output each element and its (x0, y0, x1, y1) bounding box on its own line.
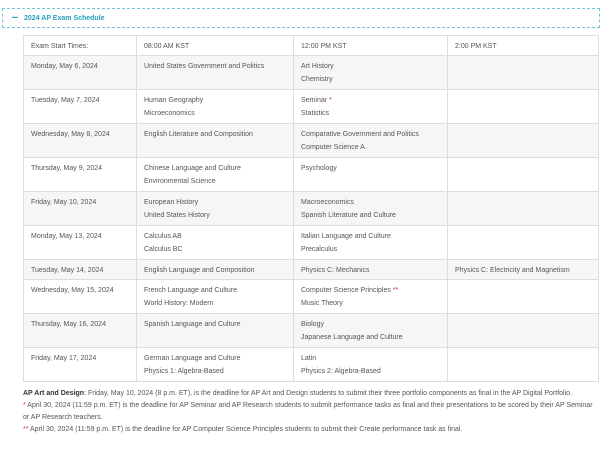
table-row (24, 56, 599, 90)
exam-slot-cell (294, 56, 448, 90)
exam-slot-cell (294, 280, 448, 314)
exam-subject-name: German Language and Culture (144, 355, 241, 362)
exam-subject-name: Statistics (301, 110, 330, 117)
exam-subject (455, 264, 591, 277)
exam-subject-name: Japanese Language and Culture (301, 334, 403, 341)
exam-slot-cell (137, 226, 294, 260)
exam-subject (144, 60, 286, 73)
exam-slot-cell (294, 158, 448, 192)
exam-subject-name: English Literature and Composition (144, 131, 253, 138)
exam-subject-name: Spanish Language and Culture (144, 321, 241, 328)
table-row (24, 260, 599, 280)
exam-date-cell (24, 226, 137, 260)
exam-date-cell (24, 56, 137, 90)
exam-subject (301, 318, 440, 331)
exam-subject (301, 128, 440, 141)
exam-slot-cell (294, 192, 448, 226)
exam-subject-name: Environmental Science (144, 178, 216, 185)
exam-subject-name: Chemistry (301, 76, 333, 83)
exam-subject-name: English Language and Composition (144, 267, 255, 274)
table-row (24, 124, 599, 158)
exam-subject (301, 209, 440, 222)
exam-slot-cell (137, 124, 294, 158)
exam-slot-cell (448, 260, 599, 280)
exam-slot-cell (294, 124, 448, 158)
exam-date-cell (24, 314, 137, 348)
exam-subject (144, 175, 286, 188)
exam-subject (301, 73, 440, 86)
note-csp (23, 424, 593, 436)
header-cell: 08:00 AM KST (137, 36, 294, 56)
exam-subject-name: United States History (144, 212, 210, 219)
exam-slot-cell (294, 90, 448, 124)
exam-date: Friday, May 17, 2024 (31, 355, 97, 362)
exam-subject-name: French Language and Culture (144, 287, 238, 294)
exam-date: Wednesday, May 15, 2024 (31, 287, 114, 294)
exam-slot-cell (294, 348, 448, 382)
exam-subject (144, 94, 286, 107)
exam-slot-cell (448, 192, 599, 226)
exam-slot-cell (137, 192, 294, 226)
exam-subject (301, 162, 440, 175)
note-art-design (23, 388, 593, 400)
exam-subject-name: Chinese Language and Culture (144, 165, 241, 172)
exam-subject-name: Precalculus (301, 246, 338, 253)
table-row (24, 280, 599, 314)
header-cell: 2:00 PM KST (448, 36, 599, 56)
exam-slot-cell (137, 56, 294, 90)
exam-subject-name: Music Theory (301, 300, 343, 307)
exam-subject (144, 162, 286, 175)
exam-slot-cell (448, 158, 599, 192)
exam-date: Tuesday, May 14, 2024 (31, 267, 104, 274)
note-art-label: AP Art and Design (23, 390, 85, 397)
exam-subject (144, 352, 286, 365)
exam-date-cell (24, 90, 137, 124)
exam-date: Thursday, May 9, 2024 (31, 165, 103, 172)
exam-subject-name: Italian Language and Culture (301, 233, 391, 240)
accordion-title[interactable]: 2024 AP Exam Schedule (24, 14, 105, 22)
footnote-marker: * (329, 97, 332, 104)
exam-subject-name: World History: Modern (144, 300, 214, 307)
exam-date: Tuesday, May 7, 2024 (31, 97, 100, 104)
exam-subject (144, 365, 286, 378)
note-seminar-text: April 30, 2024 (11:59 p.m. ET) is the deadline for AP Seminar and AP Research students to submit performance tasks as final and their presentations to be scored by their AP Seminar or AP Research teachers. (23, 402, 593, 421)
header-cell: Exam Start Times: (24, 36, 137, 56)
exam-slot-cell (448, 124, 599, 158)
exam-subject-name: Biology (301, 321, 324, 328)
exam-subject-name: Microeconomics (144, 110, 195, 117)
exam-date-cell (24, 280, 137, 314)
exam-subject (144, 318, 286, 331)
exam-subject-name: Computer Science Principles (301, 287, 391, 294)
exam-subject-name: United States Government and Politics (144, 63, 265, 70)
accordion-header[interactable] (2, 8, 600, 28)
exam-subject-name: Comparative Government and Politics (301, 131, 419, 138)
exam-subject-name: Seminar (301, 97, 328, 104)
exam-slot-cell (448, 314, 599, 348)
exam-subject-name: Physics 2: Algebra-Based (301, 368, 381, 375)
exam-date-cell (24, 158, 137, 192)
table-row (24, 192, 599, 226)
exam-subject-name: Physics C: Mechanics (301, 267, 370, 274)
table-row (24, 90, 599, 124)
exam-subject-name: Spanish Literature and Culture (301, 212, 396, 219)
exam-subject (301, 94, 440, 107)
exam-subject (144, 107, 286, 120)
exam-subject (144, 230, 286, 243)
exam-slot-cell (137, 90, 294, 124)
exam-subject-name: Calculus BC (144, 246, 183, 253)
note-seminar-mark: * (23, 402, 26, 409)
exam-subject (301, 243, 440, 256)
exam-slot-cell (137, 280, 294, 314)
exam-slot-cell (137, 158, 294, 192)
exam-date: Friday, May 10, 2024 (31, 199, 97, 206)
note-seminar (23, 400, 593, 424)
exam-schedule-table (23, 35, 599, 382)
exam-slot-cell (448, 56, 599, 90)
exam-subject-name: Psychology (301, 165, 337, 172)
exam-subject (301, 297, 440, 310)
table-row (24, 158, 599, 192)
exam-subject-name: Computer Science A (301, 144, 365, 151)
exam-subject (301, 60, 440, 73)
exam-slot-cell (294, 226, 448, 260)
exam-subject-name: European History (144, 199, 199, 206)
exam-date-cell (24, 260, 137, 280)
exam-subject (301, 196, 440, 209)
exam-date-cell (24, 124, 137, 158)
exam-slot-cell (294, 314, 448, 348)
exam-subject-name: Macroeconomics (301, 199, 354, 206)
exam-date-cell (24, 348, 137, 382)
exam-slot-cell (137, 348, 294, 382)
exam-subject (301, 352, 440, 365)
exam-subject-name: Physics 1: Algebra-Based (144, 368, 224, 375)
exam-slot-cell (137, 314, 294, 348)
exam-subject (144, 128, 286, 141)
footnote-marker: ** (392, 287, 399, 294)
exam-subject (301, 331, 440, 344)
table-row (24, 226, 599, 260)
exam-slot-cell (448, 280, 599, 314)
exam-subject-name: Human Geography (144, 97, 204, 104)
exam-subject (144, 209, 286, 222)
exam-subject (144, 297, 286, 310)
minus-icon[interactable]: − (11, 11, 19, 24)
exam-subject (144, 284, 286, 297)
exam-date: Wednesday, May 8, 2024 (31, 131, 110, 138)
exam-subject-name: Latin (301, 355, 317, 362)
exam-date: Monday, May 13, 2024 (31, 233, 102, 240)
table-header-row (24, 36, 599, 56)
exam-subject-name: Physics C: Electricity and Magnetism (455, 267, 570, 274)
header-cell: 12:00 PM KST (294, 36, 448, 56)
exam-slot-cell (294, 260, 448, 280)
exam-slot-cell (137, 260, 294, 280)
note-csp-text: April 30, 2024 (11:59 p.m. ET) is the deadline for AP Computer Science Principles students to submit their Create performance task as final. (28, 426, 463, 433)
table-row (24, 348, 599, 382)
exam-subject-name: Calculus AB (144, 233, 182, 240)
exam-subject (301, 230, 440, 243)
exam-slot-cell (448, 90, 599, 124)
exam-subject (301, 107, 440, 120)
exam-slot-cell (448, 226, 599, 260)
exam-date: Monday, May 6, 2024 (31, 63, 98, 70)
exam-subject (301, 264, 440, 277)
schedule-notes (23, 388, 593, 436)
exam-subject-name: Art History (301, 63, 334, 70)
exam-date-cell (24, 192, 137, 226)
exam-subject (301, 284, 440, 297)
exam-subject (301, 365, 440, 378)
note-art-text: : Friday, May 10, 2024 (8 p.m. ET), is the deadline for AP Art and Design students to submit their three portfolio components as final in the AP Digital Portfolio. (84, 390, 572, 397)
exam-date: Thursday, May 16, 2024 (31, 321, 106, 328)
exam-slot-cell (448, 348, 599, 382)
exam-subject (144, 264, 286, 277)
exam-subject (144, 243, 286, 256)
exam-subject (301, 141, 440, 154)
exam-subject (144, 196, 286, 209)
table-row (24, 314, 599, 348)
note-csp-mark: ** (23, 426, 29, 433)
